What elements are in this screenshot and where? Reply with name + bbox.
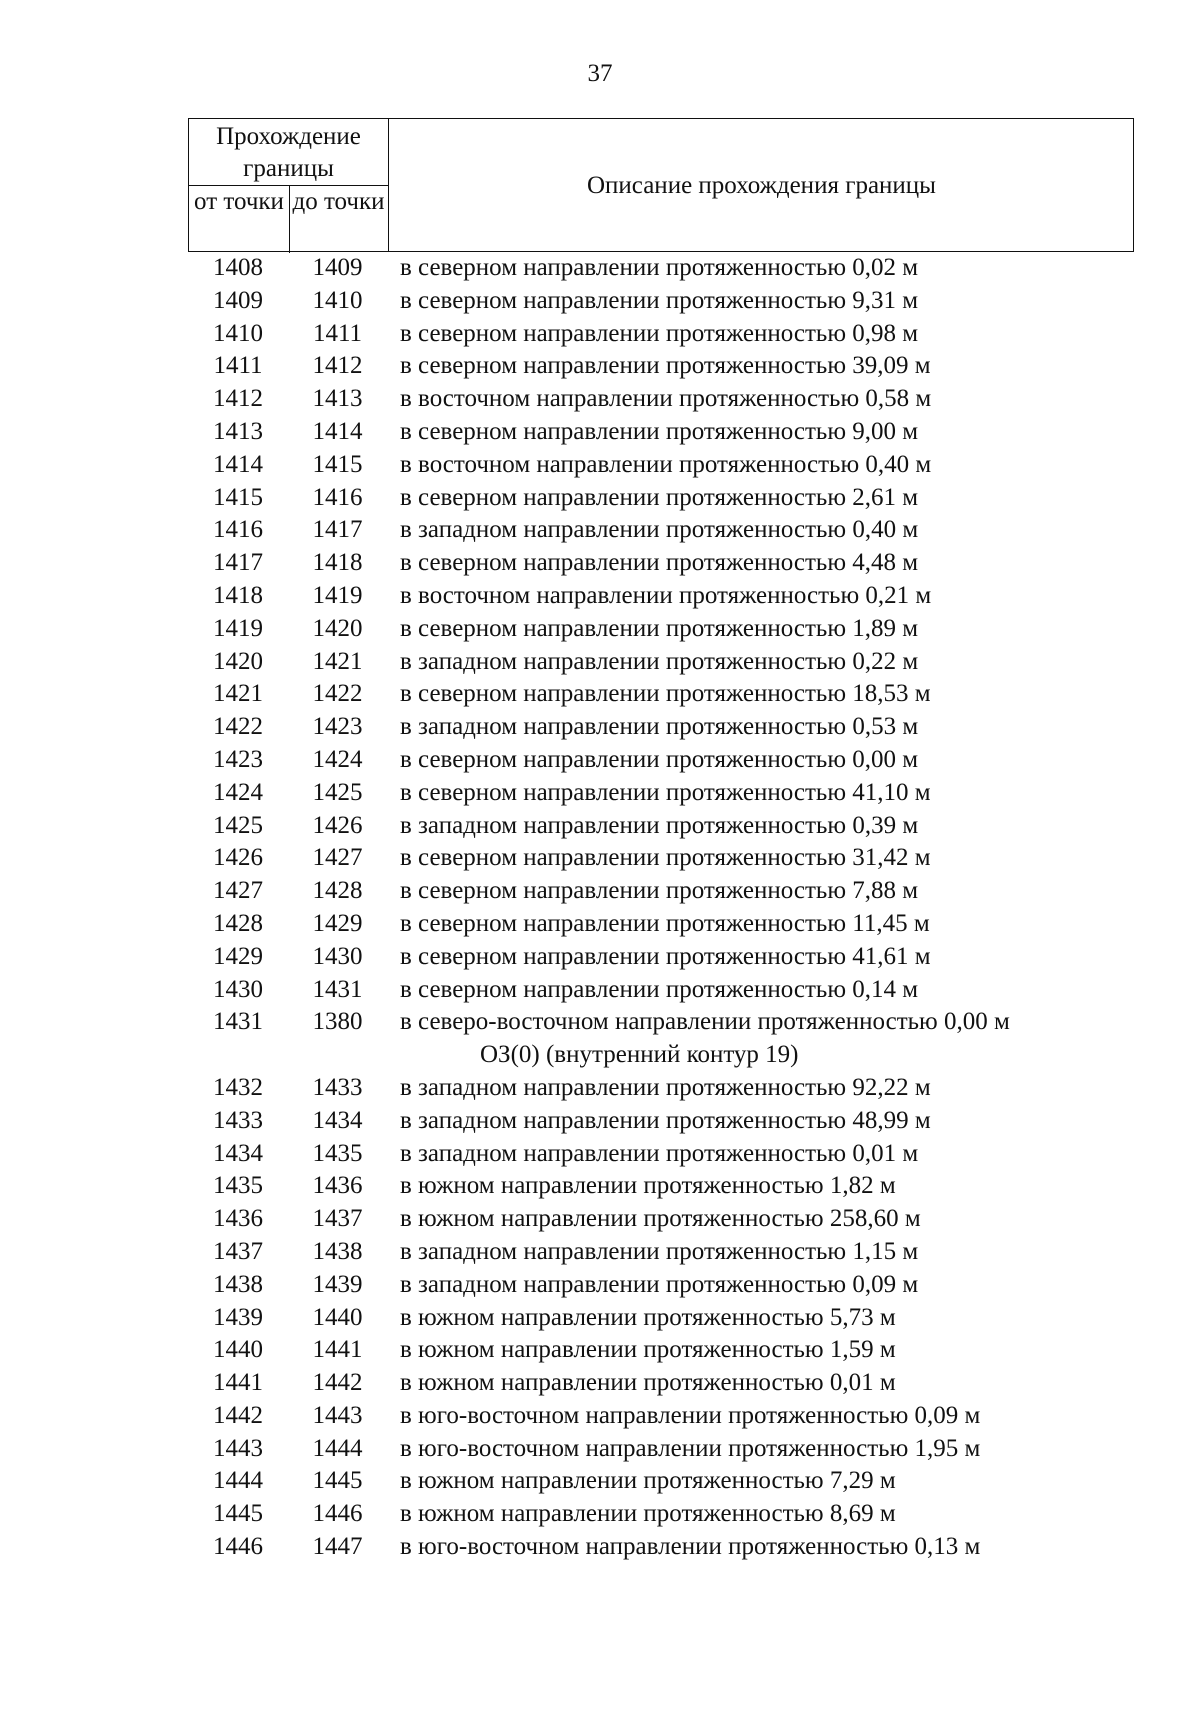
boundary-description: в юго-восточном направлении протяженностью 1,95 м <box>400 1434 981 1462</box>
boundary-description: в северном направлении протяженностью 39,09 м <box>400 352 931 380</box>
table-row <box>188 1531 1134 1564</box>
to-point: 1436 <box>312 1172 363 1200</box>
table-row <box>188 1269 1134 1302</box>
section-title: ОЗ(0) (внутренний контур 19) <box>480 1041 799 1069</box>
boundary-description: в западном направлении протяженностью 48,99 м <box>400 1106 931 1134</box>
from-point: 1422 <box>213 713 263 741</box>
table-row <box>188 482 1134 515</box>
to-point: 1433 <box>312 1073 363 1101</box>
table-row <box>188 547 1134 580</box>
table-row <box>188 383 1134 416</box>
to-point: 1440 <box>312 1303 363 1331</box>
to-point: 1439 <box>312 1270 363 1298</box>
table-row <box>188 350 1134 383</box>
boundary-description: в северном направлении протяженностью 4,48 м <box>400 549 919 577</box>
table-header <box>188 118 1134 252</box>
boundary-description: в северном направлении протяженностью 2,61 м <box>400 483 919 511</box>
to-point: 1424 <box>312 745 363 773</box>
table-row <box>188 285 1134 318</box>
from-point: 1438 <box>213 1270 263 1298</box>
section-title-row <box>188 1039 1134 1072</box>
to-point: 1413 <box>312 385 363 413</box>
boundary-description: в северном направлении протяженностью 18,53 м <box>400 680 931 708</box>
from-point: 1408 <box>213 254 263 281</box>
to-point: 1431 <box>312 975 363 1003</box>
boundary-description: в восточном направлении протяженностью 0,58 м <box>400 385 932 413</box>
from-point: 1428 <box>213 909 263 937</box>
from-point: 1411 <box>213 352 263 380</box>
from-point: 1424 <box>213 778 263 806</box>
table-row <box>188 1400 1134 1433</box>
to-point: 1410 <box>312 286 363 314</box>
table-row <box>188 1203 1134 1236</box>
to-point: 1421 <box>312 647 363 675</box>
to-point: 1445 <box>312 1467 363 1495</box>
table-row <box>188 908 1134 941</box>
table-row <box>188 744 1134 777</box>
boundary-description: в северном направлении протяженностью 1,89 м <box>400 614 919 642</box>
table-row <box>188 1236 1134 1269</box>
from-point: 1431 <box>213 1008 263 1036</box>
to-point: 1419 <box>312 581 363 609</box>
from-point: 1445 <box>213 1500 263 1528</box>
boundary-description: в северном направлении протяженностью 31,42 м <box>400 844 931 872</box>
from-point: 1435 <box>213 1172 263 1200</box>
from-point: 1420 <box>213 647 263 675</box>
to-point: 1430 <box>312 942 363 970</box>
boundary-description: в западном направлении протяженностью 0,39 м <box>400 811 919 839</box>
from-point: 1421 <box>213 680 263 708</box>
from-point: 1443 <box>213 1434 263 1462</box>
to-point: 1427 <box>312 844 363 872</box>
to-point: 1412 <box>312 352 363 380</box>
to-point: 1442 <box>312 1369 363 1397</box>
to-point: 1414 <box>312 417 363 445</box>
table-row <box>188 580 1134 613</box>
from-point: 1418 <box>213 581 263 609</box>
boundary-description: в западном направлении протяженностью 0,01 м <box>400 1139 919 1167</box>
table-row <box>188 1465 1134 1498</box>
boundary-description: в западном направлении протяженностью 0,22 м <box>400 647 919 675</box>
boundary-description: в юго-восточном направлении протяженностью 0,13 м <box>400 1533 981 1561</box>
from-point: 1437 <box>213 1237 263 1265</box>
boundary-description: в северном направлении протяженностью 0,98 м <box>400 319 919 347</box>
boundary-description: в северо-восточном направлении протяженностью 0,00 м <box>400 1008 1010 1036</box>
boundary-description: в южном направлении протяженностью 1,82 м <box>400 1172 896 1200</box>
boundary-description: в южном направлении протяженностью 7,29 м <box>400 1467 896 1495</box>
from-point: 1434 <box>213 1139 263 1167</box>
boundary-description: в западном направлении протяженностью 1,15 м <box>400 1237 919 1265</box>
to-point: 1444 <box>312 1434 363 1462</box>
table-row <box>188 974 1134 1007</box>
to-point: 1422 <box>312 680 363 708</box>
to-point: 1409 <box>312 254 363 281</box>
boundary-description: в северном направлении протяженностью 11,45 м <box>400 909 930 937</box>
table-row <box>188 941 1134 974</box>
to-point: 1418 <box>312 549 363 577</box>
table-row <box>188 613 1134 646</box>
table-row <box>188 1170 1134 1203</box>
boundary-description: в северном направлении протяженностью 41,61 м <box>400 942 931 970</box>
to-point: 1380 <box>312 1008 363 1036</box>
table-row <box>188 1006 1134 1039</box>
from-point: 1409 <box>213 286 263 314</box>
to-point: 1443 <box>312 1401 363 1429</box>
from-point: 1439 <box>213 1303 263 1331</box>
page-number: 37 <box>587 60 613 87</box>
from-point: 1416 <box>213 516 263 544</box>
from-point: 1441 <box>213 1369 263 1397</box>
boundary-description: в южном направлении протяженностью 5,73 м <box>400 1303 896 1331</box>
to-point: 1447 <box>312 1533 363 1561</box>
from-point: 1414 <box>213 450 263 478</box>
header-description: Описание прохождения границы <box>587 172 936 199</box>
to-point: 1416 <box>312 483 363 511</box>
to-point: 1438 <box>312 1237 363 1265</box>
to-point: 1435 <box>312 1139 363 1167</box>
boundary-description: в северном направлении протяженностью 41,10 м <box>400 778 931 806</box>
from-point: 1426 <box>213 844 263 872</box>
from-point: 1419 <box>213 614 263 642</box>
boundary-description: в южном направлении протяженностью 258,60 м <box>400 1205 921 1233</box>
boundary-description: в южном направлении протяженностью 0,01 м <box>400 1369 896 1397</box>
table-row <box>188 1105 1134 1138</box>
boundary-description: в западном направлении протяженностью 0,09 м <box>400 1270 919 1298</box>
from-point: 1433 <box>213 1106 263 1134</box>
to-point: 1441 <box>312 1336 363 1364</box>
from-point: 1442 <box>213 1401 263 1429</box>
from-point: 1417 <box>213 549 263 577</box>
table-row <box>188 416 1134 449</box>
table-row <box>188 1498 1134 1531</box>
table-row <box>188 318 1134 351</box>
boundary-description: в южном направлении протяженностью 1,59 м <box>400 1336 896 1364</box>
to-point: 1425 <box>312 778 363 806</box>
from-point: 1440 <box>213 1336 263 1364</box>
from-point: 1444 <box>213 1467 263 1495</box>
table-row <box>188 678 1134 711</box>
to-point: 1426 <box>312 811 363 839</box>
to-point: 1429 <box>312 909 363 937</box>
table-row <box>188 449 1134 482</box>
boundary-description: в западном направлении протяженностью 0,40 м <box>400 516 919 544</box>
table-row <box>188 1302 1134 1335</box>
table-row <box>188 711 1134 744</box>
table-body <box>188 252 1134 1564</box>
table-row <box>188 1433 1134 1466</box>
table-row <box>188 1334 1134 1367</box>
table-row <box>188 777 1134 810</box>
table-row <box>188 1072 1134 1105</box>
boundary-description: в юго-восточном направлении протяженностью 0,09 м <box>400 1401 981 1429</box>
from-point: 1423 <box>213 745 263 773</box>
to-point: 1423 <box>312 713 363 741</box>
from-point: 1436 <box>213 1205 263 1233</box>
from-point: 1412 <box>213 385 263 413</box>
boundary-description: в восточном направлении протяженностью 0,40 м <box>400 450 932 478</box>
boundary-description: в западном направлении протяженностью 0,53 м <box>400 713 919 741</box>
boundary-description: в западном направлении протяженностью 92,22 м <box>400 1073 931 1101</box>
boundary-description: в южном направлении протяженностью 8,69 м <box>400 1500 896 1528</box>
from-point: 1425 <box>213 811 263 839</box>
to-point: 1446 <box>312 1500 363 1528</box>
from-point: 1446 <box>213 1533 263 1561</box>
boundary-description: в северном направлении протяженностью 7,88 м <box>400 877 919 905</box>
table-row <box>188 842 1134 875</box>
table-row <box>188 1367 1134 1400</box>
from-point: 1413 <box>213 417 263 445</box>
header-to-point: до точки <box>292 188 385 215</box>
to-point: 1415 <box>312 450 363 478</box>
to-point: 1420 <box>312 614 363 642</box>
boundary-description: в северном направлении протяженностью 0,00 м <box>400 745 919 773</box>
boundary-description: в северном направлении протяженностью 0,14 м <box>400 975 919 1003</box>
table-row <box>188 875 1134 908</box>
from-point: 1432 <box>213 1073 263 1101</box>
from-point: 1427 <box>213 877 263 905</box>
table-row <box>188 646 1134 679</box>
to-point: 1437 <box>312 1205 363 1233</box>
from-point: 1430 <box>213 975 263 1003</box>
to-point: 1428 <box>312 877 363 905</box>
table-row <box>188 1138 1134 1171</box>
header-group-title: Прохождение границы <box>216 123 361 182</box>
boundary-description: в северном направлении протяженностью 9,31 м <box>400 286 919 314</box>
to-point: 1411 <box>312 319 363 347</box>
header-from-point: от точки <box>194 188 284 215</box>
from-point: 1429 <box>213 942 263 970</box>
from-point: 1410 <box>213 319 263 347</box>
table-row <box>188 810 1134 843</box>
to-point: 1434 <box>312 1106 363 1134</box>
to-point: 1417 <box>312 516 363 544</box>
from-point: 1415 <box>213 483 263 511</box>
boundary-description: в северном направлении протяженностью 0,02 м <box>400 254 919 281</box>
table-row <box>188 252 1134 285</box>
table-row <box>188 514 1134 547</box>
boundary-description: в северном направлении протяженностью 9,00 м <box>400 417 919 445</box>
boundary-description: в восточном направлении протяженностью 0,21 м <box>400 581 932 609</box>
